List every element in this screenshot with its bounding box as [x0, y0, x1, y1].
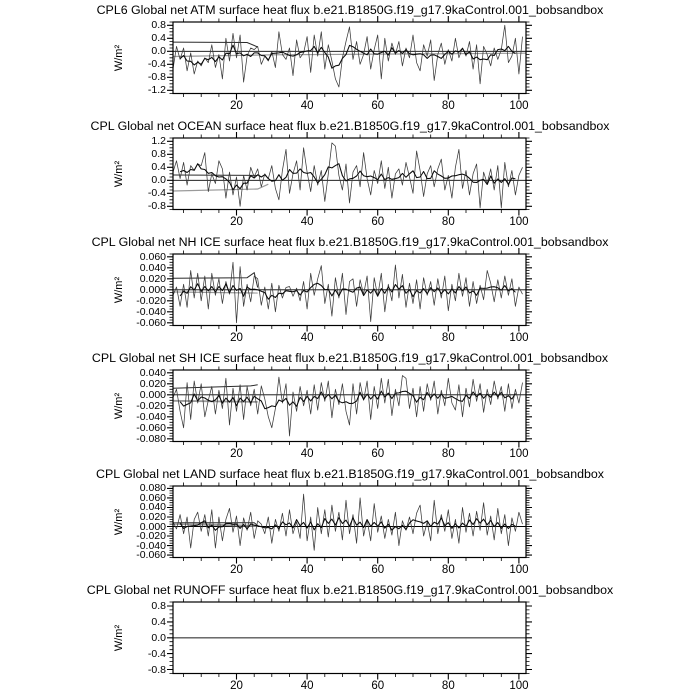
x-tick-label: 40: [300, 331, 314, 344]
y-tick-label: 0.040: [139, 501, 166, 514]
y-tick-label: -0.020: [136, 294, 166, 307]
x-tick-label: 100: [509, 679, 529, 692]
plot-svg: [0, 0, 700, 116]
y-tick-label: 0.040: [139, 366, 166, 379]
y-tick-label: 0.000: [139, 283, 166, 296]
y-tick-label: -0.8: [147, 200, 166, 213]
x-tick-label: 20: [230, 447, 243, 460]
y-tick-label: 0.8: [151, 148, 166, 161]
plot-frame: [173, 486, 526, 558]
y-tick-label: 0.060: [139, 491, 166, 504]
x-tick-label: 80: [441, 563, 455, 576]
x-tick-label: 20: [230, 215, 243, 228]
y-tick-label: 0.020: [139, 510, 166, 523]
x-tick-label: 60: [371, 331, 385, 344]
plot-svg: [0, 348, 700, 464]
y-tick-label: 0.020: [139, 272, 166, 285]
x-tick-label: 80: [441, 215, 455, 228]
y-tick-label: -0.8: [147, 663, 166, 676]
chart-title: CPL Global net OCEAN surface heat flux b.e21.B1850G.f19_g17.9kaControl.001_bobsandbox: [90, 119, 610, 133]
y-tick-label: -0.8: [147, 71, 166, 84]
x-tick-label: 80: [441, 331, 455, 344]
x-tick-label: 100: [509, 447, 529, 460]
y-tick-label: 0.8: [151, 19, 166, 32]
y-tick-label: 0.000: [139, 388, 166, 401]
annual-mean-line: [173, 376, 523, 437]
chart-panel-land: [0, 464, 700, 580]
y-tick-label: 0.4: [151, 161, 166, 174]
x-tick-label: 20: [230, 563, 243, 576]
y-tick-label: -0.060: [136, 421, 166, 434]
x-tick-label: 40: [300, 563, 314, 576]
y-tick-label: 0.020: [139, 377, 166, 390]
y-tick-label: -0.080: [136, 432, 166, 445]
plot-svg: [0, 580, 700, 696]
x-tick-label: 60: [371, 99, 385, 112]
chart-panel-atm: [0, 0, 700, 116]
y-tick-label: -0.040: [136, 410, 166, 423]
y-tick-label: -0.4: [147, 58, 166, 71]
chart-panel-sh-ice: [0, 348, 700, 464]
x-tick-label: 40: [300, 99, 314, 112]
reference-mean-segment: [173, 385, 258, 388]
x-tick-label: 100: [509, 563, 529, 576]
y-tick-label: 1.2: [151, 135, 166, 148]
y-tick-label: 0.8: [151, 599, 166, 612]
y-tick-label: -1.2: [147, 84, 166, 97]
y-tick-label: -0.4: [147, 187, 166, 200]
x-tick-label: 100: [509, 99, 529, 112]
y-tick-label: -0.020: [136, 530, 166, 543]
y-tick-label: 0.0: [151, 45, 166, 58]
y-axis-label: W/m²: [113, 276, 125, 303]
x-tick-label: 20: [230, 99, 243, 112]
chart-title: CPL Global net LAND surface heat flux b.e21.B1850G.f19_g17.9kaControl.001_bobsandbox: [96, 467, 604, 481]
x-tick-label: 60: [371, 563, 385, 576]
y-tick-label: 0.4: [151, 32, 166, 45]
y-tick-label: -0.040: [136, 305, 166, 318]
y-tick-label: -0.040: [136, 539, 166, 552]
y-tick-label: 0.0: [151, 631, 166, 644]
y-axis-label: W/m²: [113, 392, 125, 419]
axis-major-ticks: [167, 480, 532, 564]
x-tick-label: 40: [300, 215, 314, 228]
y-tick-label: -0.020: [136, 399, 166, 412]
y-tick-label: 0.040: [139, 261, 166, 274]
plot-svg: [0, 464, 700, 580]
x-tick-label: 100: [509, 215, 529, 228]
y-tick-label: 0.4: [151, 615, 166, 628]
x-tick-label: 80: [441, 99, 455, 112]
y-axis-label: W/m²: [113, 508, 125, 535]
y-tick-label: 0.080: [139, 482, 166, 495]
y-tick-label: -0.060: [136, 316, 166, 329]
reference-mean-segment: [173, 273, 258, 288]
plot-svg: [0, 116, 700, 232]
chart-title: CPL Global net NH ICE surface heat flux b.e21.B1850G.f19_g17.9kaControl.001_bobsandbox: [91, 235, 609, 249]
axis-minor-ticks: [170, 483, 530, 562]
x-tick-label: 80: [441, 447, 455, 460]
x-tick-label: 100: [509, 331, 529, 344]
chart-title: CPL Global net SH ICE surface heat flux b.e21.B1850G.f19_g17.9kaControl.001_bobsandbox: [91, 351, 609, 365]
y-tick-label: 0.0: [151, 174, 166, 187]
reference-mean-segment: [173, 42, 258, 47]
x-tick-label: 80: [441, 679, 455, 692]
chart-title: CPL6 Global net ATM surface heat flux b.e21.B1850G.f19_g17.9kaControl.001_bobsandbox: [96, 3, 604, 17]
axis-minor-ticks: [170, 367, 530, 446]
chart-panel-runoff: [0, 580, 700, 696]
chart-panel-nh-ice: [0, 232, 700, 348]
y-tick-label: 0.000: [139, 520, 166, 533]
x-tick-label: 20: [230, 331, 243, 344]
x-tick-label: 60: [371, 447, 385, 460]
y-tick-label: -0.4: [147, 647, 166, 660]
y-tick-label: -0.060: [136, 549, 166, 562]
y-axis-label: W/m²: [113, 160, 125, 187]
chart-panel-ocean: [0, 116, 700, 232]
x-tick-label: 60: [371, 215, 385, 228]
chart-title: CPL Global net RUNOFF surface heat flux b.e21.B1850G.f19_g17.9kaControl.001_bobsandbox: [86, 583, 614, 597]
x-tick-label: 60: [371, 679, 385, 692]
plot-svg: [0, 232, 700, 348]
y-tick-label: 0.060: [139, 250, 166, 263]
y-axis-label: W/m²: [113, 624, 125, 651]
x-tick-label: 20: [230, 679, 243, 692]
x-tick-label: 40: [300, 679, 314, 692]
y-axis-label: W/m²: [113, 44, 125, 71]
x-tick-label: 40: [300, 447, 314, 460]
